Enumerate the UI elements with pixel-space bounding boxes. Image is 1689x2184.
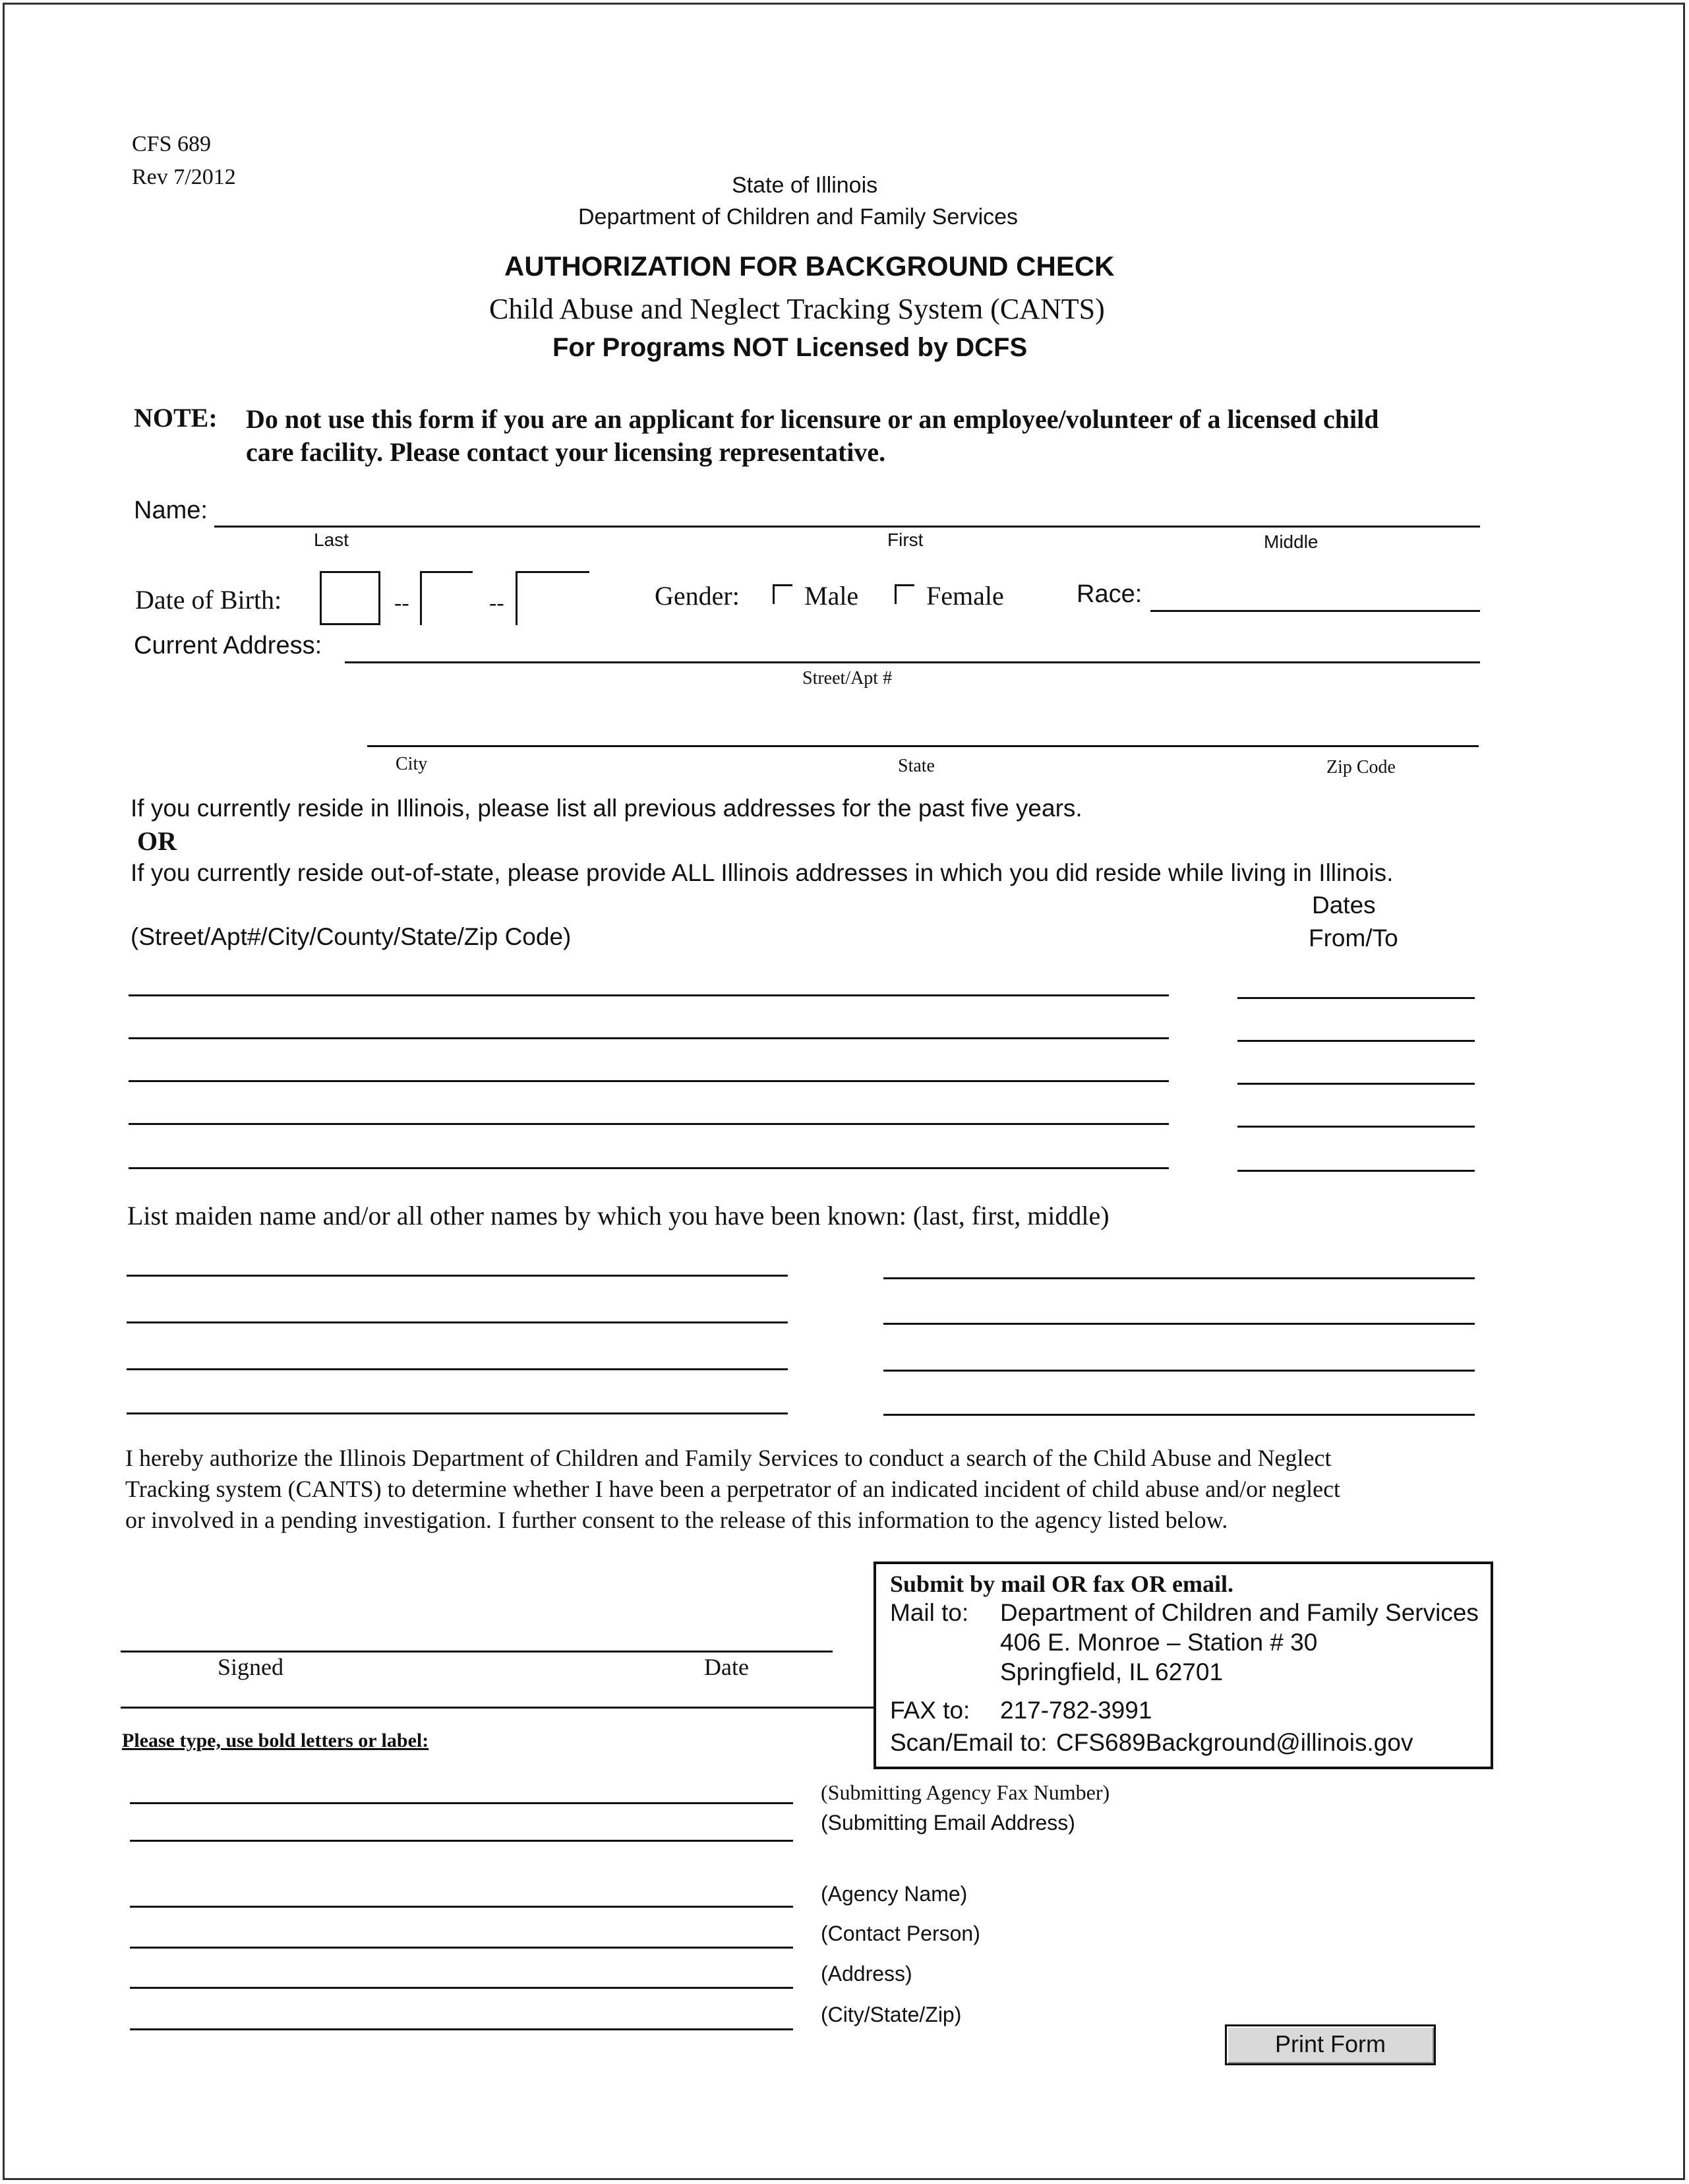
previous-dates-line[interactable]: [1237, 1040, 1475, 1042]
gender-label: Gender:: [655, 581, 740, 611]
other-name-line[interactable]: [127, 1368, 788, 1370]
previous-address-instruction-1: If you currently reside in Illinois, please list all previous addresses for the past five years.: [131, 795, 1082, 822]
print-form-button[interactable]: Print Form: [1225, 2024, 1436, 2065]
city-caption: City: [396, 754, 428, 774]
agency-instructions: Please type, use bold letters or label:: [122, 1730, 429, 1751]
address-column-label: (Street/Apt#/City/County/State/Zip Code): [131, 923, 572, 950]
page-border: [3, 3, 1685, 2180]
agency-email-input[interactable]: [130, 1840, 793, 1842]
name-first-caption: First: [887, 530, 924, 550]
state-name: State of Illinois: [732, 173, 878, 198]
city-state-zip-agency-input[interactable]: [130, 2028, 793, 2030]
male-label: Male: [804, 581, 859, 611]
contact-person-input[interactable]: [130, 1947, 793, 1949]
name-last-caption: Last: [314, 530, 349, 550]
fax-label: FAX to:: [890, 1697, 970, 1724]
previous-address-line[interactable]: [129, 1167, 1169, 1169]
other-name-line[interactable]: [883, 1414, 1475, 1416]
female-label: Female: [926, 581, 1004, 611]
mail-address-line-2: 406 E. Monroe – Station # 30: [1000, 1629, 1318, 1656]
department-name: Department of Children and Family Services: [578, 204, 1019, 229]
previous-address-instruction-2: If you currently reside out-of-state, please provide ALL Illinois addresses in which you did reside while living in Illinois.: [131, 859, 1394, 886]
previous-address-line[interactable]: [129, 1037, 1169, 1039]
submit-heading: Submit by mail OR fax OR email.: [890, 1571, 1234, 1597]
fax-number: 217-782-3991: [1000, 1697, 1152, 1724]
note-line-2: care facility. Please contact your licensing representative.: [246, 437, 886, 467]
authorization-line-3: or involved in a pending investigation. I further consent to the release of this information to the agency listed below.: [125, 1507, 1228, 1533]
name-input[interactable]: [214, 526, 1480, 528]
other-name-line[interactable]: [883, 1323, 1475, 1325]
street-input[interactable]: [345, 661, 1480, 663]
authorization-line-1: I hereby authorize the Illinois Department of Children and Family Services to conduct a search of the Child Abuse and Neglect: [125, 1445, 1332, 1471]
contact-person-caption: (Contact Person): [821, 1922, 980, 1945]
city-state-zip-caption: (City/State/Zip): [821, 2003, 962, 2026]
mail-label: Mail to:: [890, 1599, 969, 1626]
race-input[interactable]: [1150, 610, 1480, 612]
agency-name-caption: (Agency Name): [821, 1882, 968, 1906]
submit-info-box: [874, 1562, 1493, 1769]
street-caption: Street/Apt #: [802, 668, 893, 688]
state-caption: State: [898, 756, 935, 776]
male-checkbox[interactable]: [773, 584, 792, 604]
name-label: Name:: [134, 497, 208, 524]
form-subtitle-2: For Programs NOT Licensed by DCFS: [552, 333, 1028, 362]
from-to-label: From/To: [1309, 925, 1398, 952]
dob-year-box[interactable]: [516, 571, 589, 625]
other-name-line[interactable]: [127, 1412, 788, 1414]
other-name-line[interactable]: [883, 1370, 1475, 1372]
dob-separator-1: --: [394, 591, 409, 615]
dob-day-box[interactable]: [420, 571, 473, 625]
agency-fax-caption: (Submitting Agency Fax Number): [821, 1780, 1110, 1804]
note-label: NOTE:: [134, 403, 218, 433]
previous-dates-line[interactable]: [1237, 997, 1475, 999]
other-name-line[interactable]: [883, 1277, 1475, 1279]
form-number: CFS 689: [132, 132, 211, 156]
zip-caption: Zip Code: [1326, 757, 1396, 777]
authorization-line-2: Tracking system (CANTS) to determine whether I have been a perpetrator of an indicated incident of child abuse and/or neglect: [125, 1476, 1341, 1502]
or-label: OR: [137, 826, 177, 856]
dob-month-box[interactable]: [320, 571, 380, 625]
agency-address-input[interactable]: [130, 1987, 793, 1989]
agency-name-input[interactable]: [130, 1906, 793, 1908]
other-name-line[interactable]: [127, 1321, 788, 1323]
signed-caption: Signed: [218, 1654, 284, 1680]
other-names-label: List maiden name and/or all other names by which you have been known: (last, first, middle): [127, 1201, 1110, 1230]
date-caption: Date: [704, 1654, 749, 1680]
email-address[interactable]: CFS689Background@illinois.gov: [1056, 1729, 1413, 1756]
dob-separator-2: --: [489, 591, 504, 615]
previous-address-line[interactable]: [129, 1080, 1169, 1082]
agency-fax-input[interactable]: [130, 1802, 793, 1804]
name-middle-caption: Middle: [1264, 531, 1319, 552]
female-checkbox[interactable]: [895, 584, 914, 604]
agency-address-caption: (Address): [821, 1962, 912, 1986]
signature-divider: [121, 1707, 875, 1709]
form-title: AUTHORIZATION FOR BACKGROUND CHECK: [504, 251, 1115, 282]
previous-dates-line[interactable]: [1237, 1170, 1475, 1172]
other-name-line[interactable]: [127, 1275, 788, 1277]
mail-address-line-1: Department of Children and Family Services: [1000, 1599, 1479, 1626]
agency-email-caption: (Submitting Email Address): [821, 1811, 1075, 1835]
race-label: Race:: [1077, 580, 1142, 608]
city-state-zip-input[interactable]: [367, 745, 1479, 747]
previous-dates-line[interactable]: [1237, 1126, 1475, 1128]
note-line-1: Do not use this form if you are an applicant for licensure or an employee/volunteer of a licensed child: [246, 404, 1379, 434]
previous-dates-line[interactable]: [1237, 1083, 1475, 1085]
signature-line[interactable]: [121, 1651, 833, 1653]
form-revision: Rev 7/2012: [132, 165, 236, 189]
dates-label: Dates: [1312, 892, 1376, 919]
form-subtitle: Child Abuse and Neglect Tracking System (CANTS): [489, 293, 1105, 325]
mail-address-line-3: Springfield, IL 62701: [1000, 1658, 1224, 1685]
previous-address-line[interactable]: [129, 994, 1169, 996]
current-address-label: Current Address:: [134, 632, 322, 659]
dob-label: Date of Birth:: [135, 585, 282, 615]
email-label: Scan/Email to:: [890, 1729, 1048, 1756]
previous-address-line[interactable]: [129, 1123, 1169, 1125]
